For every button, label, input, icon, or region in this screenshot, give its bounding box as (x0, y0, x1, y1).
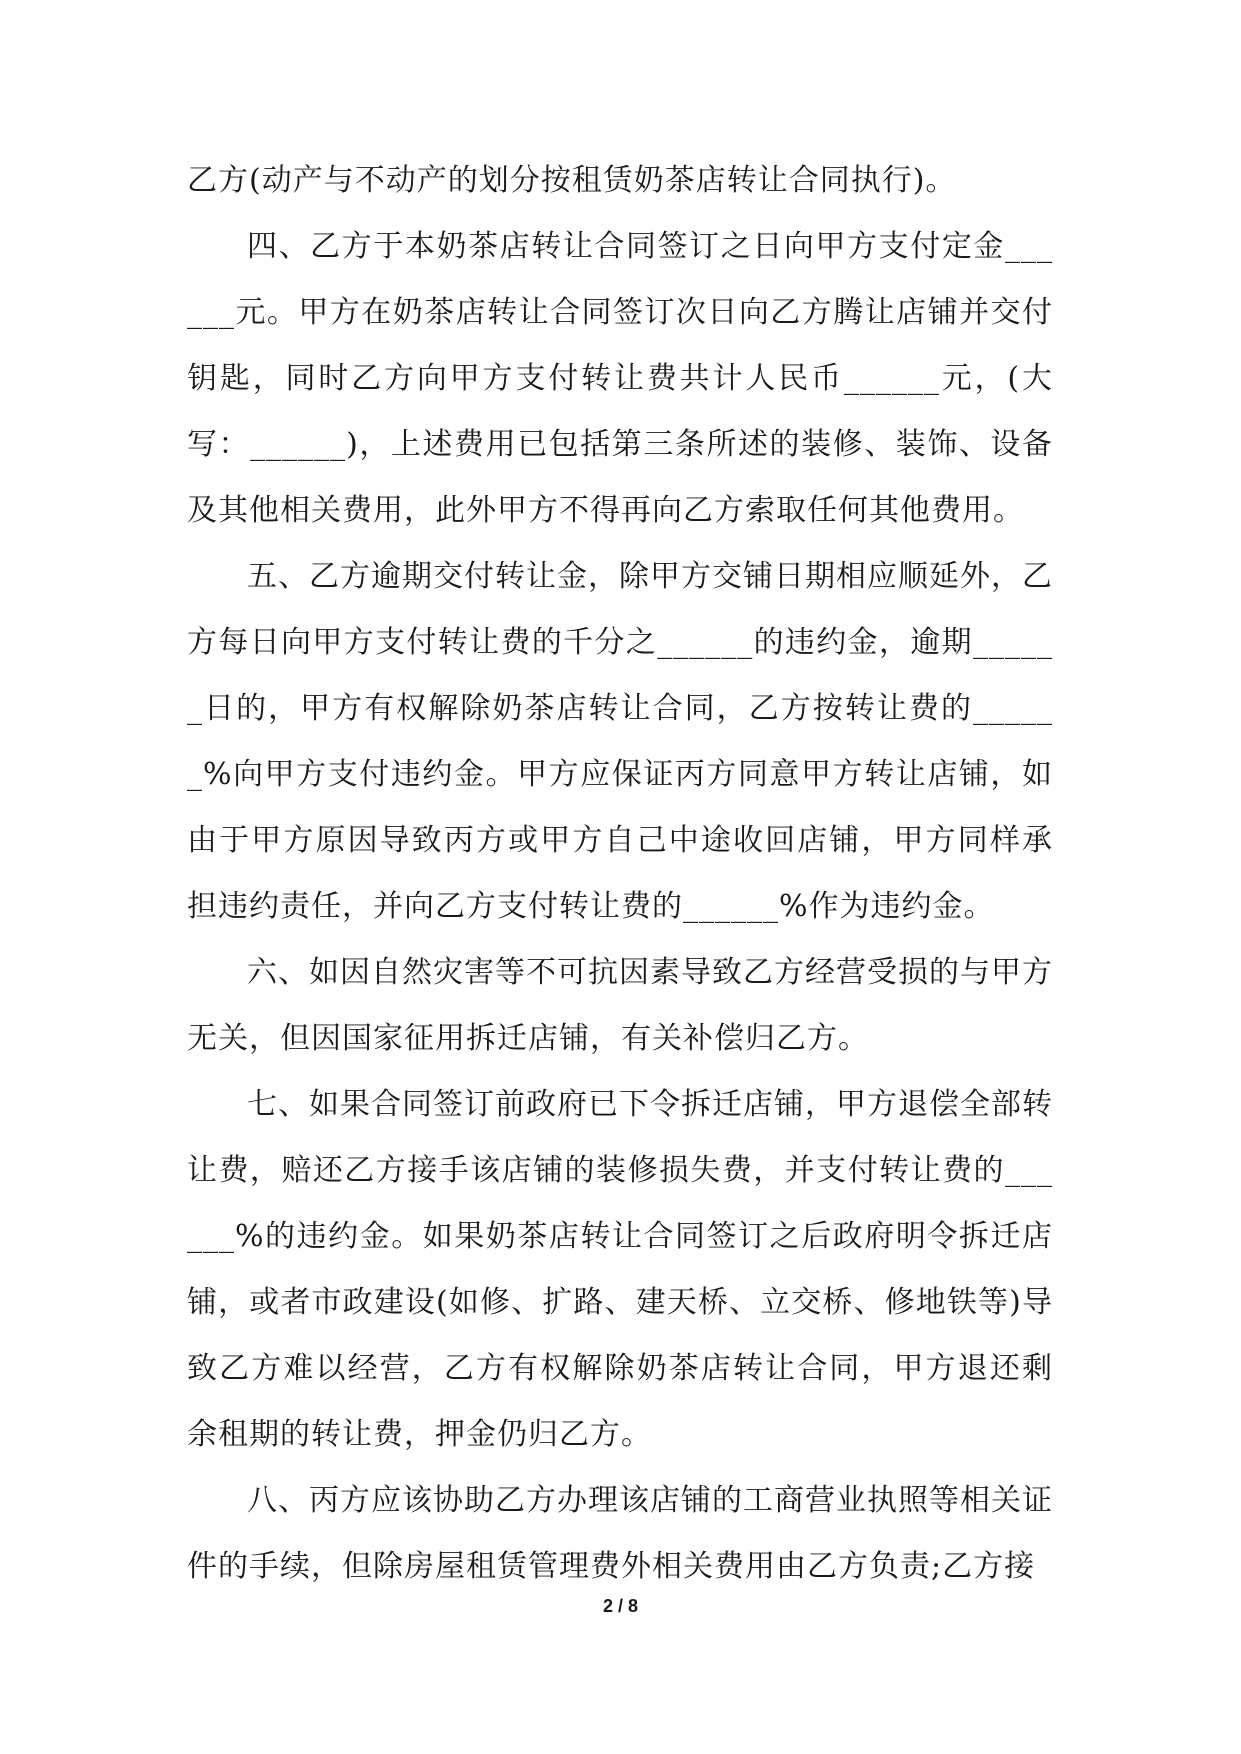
paragraph-clause-8: 八、丙方应该协助乙方办理该店铺的工商营业执照等相关证件的手续，但除房屋租赁管理费外相关费用由乙方负责;乙方接 (187, 1483, 1053, 1584)
document-body (187, 148, 1053, 1600)
paragraph-clause-6: 六、如因自然灾害等不可抗因素导致乙方经营受损的与甲方无关，但因国家征用拆迁店铺，有关补偿归乙方。 (187, 955, 1053, 1056)
paragraph-clause-5: 五、乙方逾期交付转让金，除甲方交铺日期相应顺延外，乙方每日向甲方支付转让费的千分之______的违约金，逾期______日的，甲方有权解除奶茶店转让合同，乙方按转让费的______%向甲方支付违约金。甲方应保证丙方同意甲方转让店铺，如由于甲方原因导致丙方或甲方自己中途收回店铺，甲方同样承担违约责任，并向乙方支付转让费的______%作为违约金。 (187, 559, 1053, 924)
paragraph-clause-4: 四、乙方于本奶茶店转让合同签订之日向甲方支付定金______元。甲方在奶茶店转让合同签订次日向乙方腾让店铺并交付钥匙，同时乙方向甲方支付转让费共计人民币______元，(大写：______)，上述费用已包括第三条所述的装修、装饰、设备及其他相关费用，此外甲方不得再向乙方索取任何其他费用。 (187, 229, 1053, 528)
page-number: 2 / 8 (602, 1596, 639, 1616)
paragraph-continuation: 乙方(动产与不动产的划分按租赁奶茶店转让合同执行)。 (187, 163, 957, 198)
paragraph-clause-7: 七、如果合同签订前政府已下令拆迁店铺，甲方退偿全部转让费，赔还乙方接手该店铺的装修损失费，并支付转让费的______%的违约金。如果奶茶店转让合同签订之后政府明令拆迁店铺，或者市政建设(如修、扩路、建天桥、立交桥、修地铁等)导致乙方难以经营，乙方有权解除奶茶店转让合同，甲方退还剩余租期的转让费，押金仍归乙方。 (187, 1087, 1053, 1452)
